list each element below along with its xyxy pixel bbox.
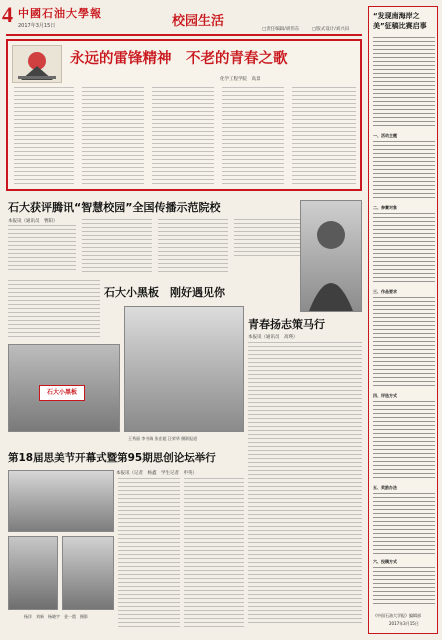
caption-role: 摄影报道 [181, 436, 198, 441]
lead-text-col-1 [14, 87, 74, 187]
blackboard-photo-2 [124, 306, 244, 432]
article-three-headline: 石大小黑板 刚好遇见你 [104, 286, 225, 299]
article-five-headline: 第18届思美节开幕式暨第95期思创论坛举行 [8, 452, 216, 464]
sidebar-text-four [373, 401, 435, 481]
article-two-byline: 本报讯（通讯员 曹阳） [8, 219, 58, 224]
sidebar-text-two [373, 213, 435, 285]
article-five-photo-2 [8, 536, 58, 610]
lead-text-col-2 [82, 87, 144, 187]
sidebar-heading-four: 四、评选方式 [373, 393, 397, 398]
lead-text-col-3 [152, 87, 214, 187]
sidebar-box [368, 6, 438, 634]
sidebar-text-three [373, 297, 435, 389]
article-two-headline: 石大获评腾讯“智慧校园”全国传播示范院校 [8, 201, 221, 214]
page-number: 4 [2, 2, 13, 27]
article-five-text-col-2 [184, 478, 244, 630]
sidebar-text-one [373, 141, 435, 201]
article-four-photo [300, 200, 362, 312]
sidebar-heading-one: 一、活动主题 [373, 133, 397, 138]
designer-credit: □版式设计/刘兴田 [312, 27, 350, 32]
article-two-text-col-2 [82, 219, 152, 273]
article-four-text-col-1 [248, 342, 362, 624]
sidebar-heading-six: 六、投稿方式 [373, 559, 397, 564]
article-two-text-col-4 [234, 219, 304, 259]
masthead-rule [6, 34, 362, 36]
lead-text-col-4 [222, 87, 284, 187]
article-five-photo-credit: 杨洋 刘新 杨晓宇 金一霞 摄影 [24, 614, 88, 619]
sidebar-heading-five: 五、奖励办法 [373, 485, 397, 490]
sidebar-heading-two: 二、参赛对象 [373, 205, 397, 210]
caption-right: 张宏超 [154, 436, 167, 441]
editor-credit: □责任编辑/胡伟东 [262, 27, 300, 32]
section-title: 校园生活 [172, 14, 225, 29]
article-five-photo-3 [62, 536, 114, 610]
article-two-text-col-3 [158, 219, 228, 273]
lead-text-col-5 [292, 87, 356, 187]
sidebar-intro-text [373, 37, 435, 129]
blackboard-photo-1 [8, 344, 120, 432]
article-three-text-col-1 [8, 280, 100, 340]
blackboard-banner-label: 石大小黑板 [46, 389, 77, 396]
blackboard-banner [39, 385, 85, 401]
lead-article-byline: 化学工程学院 高景 [220, 77, 261, 82]
lead-article-box [6, 39, 362, 191]
sidebar-text-six [373, 567, 435, 607]
paper-name: 中國石油大學報 [18, 7, 102, 20]
caption-end: 汪荣华 [167, 436, 180, 441]
lead-illustration [12, 45, 62, 83]
issue-date: 2017年3月15日 [18, 23, 56, 29]
article-three-caption [128, 436, 248, 441]
sidebar-footer-note: 《中国石油大学报》编辑部 [373, 613, 421, 618]
sidebar-text-five [373, 493, 435, 555]
article-five-text-col-1 [118, 478, 180, 630]
portrait-icon [301, 201, 361, 311]
article-five-photo-1 [8, 470, 114, 532]
caption-mid: 李书瑞 [141, 436, 154, 441]
lead-article-title: 永远的雷锋精神 不老的青春之歌 [70, 50, 288, 67]
sidebar-heading-three: 三、作品要求 [373, 289, 397, 294]
sidebar-footer-date: 2017年3月15日 [389, 621, 419, 626]
caption-left: 王秀丽 [128, 436, 140, 441]
article-two-text-col-1 [8, 225, 76, 273]
article-four-byline: 本报讯（通讯员 高瑛） [248, 335, 298, 340]
sidebar-headline: “发现南海岸之美”征稿比赛启事 [373, 12, 427, 30]
lei-feng-illustration-icon [13, 46, 61, 82]
article-five-byline: 本报讯（记者 杨鑫 学生记者 申英） [116, 471, 197, 476]
article-four-headline: 青春扬志策马行 [248, 318, 325, 331]
